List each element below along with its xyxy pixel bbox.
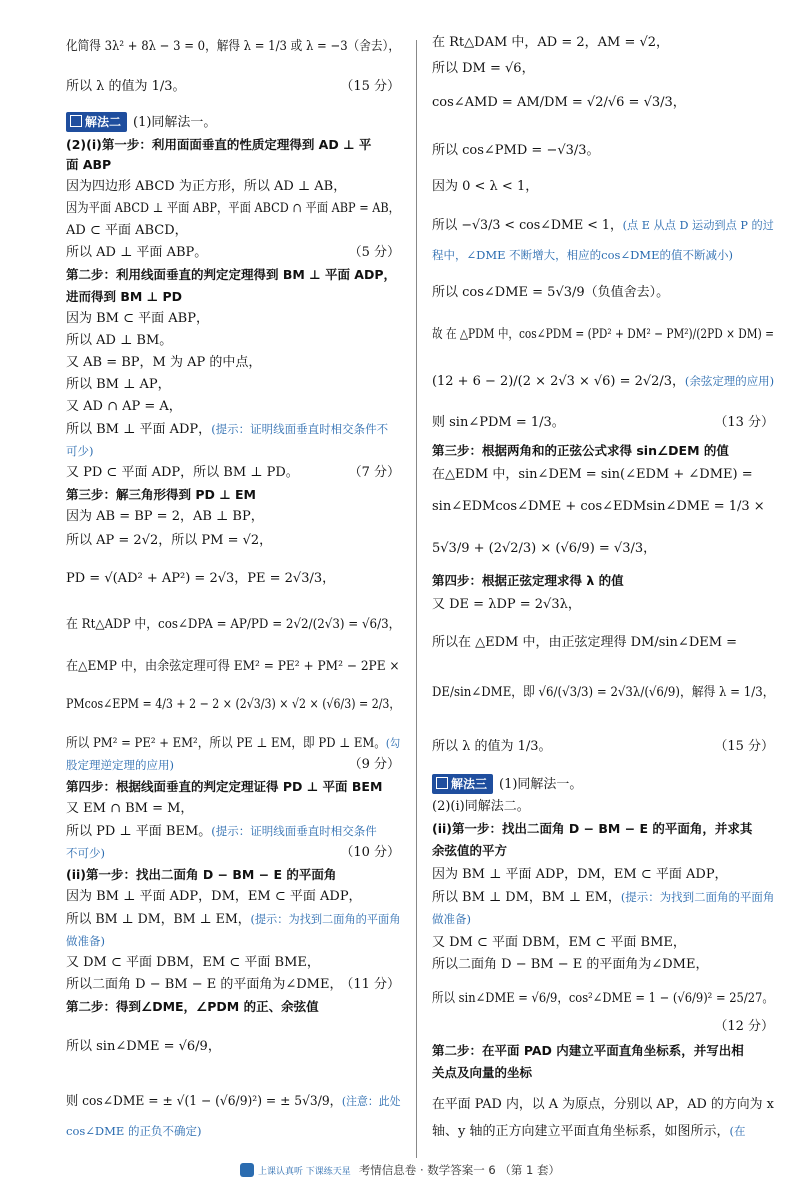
text-line	[432, 934, 774, 952]
text-line	[432, 684, 774, 702]
solution-badge: 解法二	[66, 112, 127, 132]
hint-note: 程中，∠DME 不断增大，相应的cos∠DME的值不断减小)	[432, 248, 733, 262]
solution-text: 因为 0 < λ < 1，	[432, 179, 539, 194]
solution-text: 又 PD ⊂ 平面 ADP，所以 BM ⊥ PD。	[66, 465, 299, 480]
brand-logo-icon	[240, 1163, 254, 1177]
text-line	[66, 1038, 400, 1056]
text-line	[66, 112, 400, 132]
solution-text: 在 Rt△DAM 中，AD = 2，AM = √2，	[432, 35, 670, 50]
text-line	[432, 888, 774, 907]
text-line	[432, 866, 774, 884]
column-divider	[416, 40, 417, 1158]
step-heading: 第四步：根据线面垂直的判定定理证得 PD ⊥ 平面 BEM	[66, 779, 383, 794]
hint-note: cos∠DME 的正负不确定)	[66, 1124, 202, 1138]
solution-text: 所以 PM² = PE² + EM²，所以 PE ⊥ EM，即 PD ⊥ EM。	[66, 736, 386, 751]
solution-text: AD ⊂ 平面 ABCD，	[66, 223, 188, 238]
solution-text: 又 AD ∩ AP = A，	[66, 399, 182, 414]
solution-text: 化简得 3λ² + 8λ − 3 = 0，解得 λ = 1/3 或 λ = −3（舍去），	[66, 39, 400, 54]
text-line	[432, 990, 774, 1008]
solution-text: 所以 BM ⊥ DM，BM ⊥ EM，	[432, 890, 621, 905]
text-line	[432, 798, 774, 816]
solution-text: (2)(i)同解法二。	[432, 799, 530, 814]
text-line	[66, 910, 400, 929]
text-line	[66, 288, 400, 307]
text-line	[66, 976, 400, 994]
solution-badge: 解法三	[432, 774, 493, 794]
score-label: （15 分）	[714, 739, 774, 754]
score-label: （12 分）	[714, 1019, 774, 1034]
hint-note: (注意：此处	[341, 1094, 401, 1108]
solution-text: 因为 BM ⊂ 平面 ABP，	[66, 311, 209, 326]
hint-note: (提示：为找到二面角的平面角	[250, 912, 401, 926]
hint-note: 做准备)	[432, 912, 471, 926]
solution-text: 轴、y 轴的正方向建立平面直角坐标系，如图所示，	[432, 1124, 730, 1139]
solution-text: 所以 AD ⊥ BM。	[66, 333, 173, 348]
text-line	[66, 932, 400, 951]
text-line	[432, 94, 774, 112]
score-label: （5 分）	[348, 245, 400, 260]
text-line	[66, 778, 400, 797]
step-heading: 余弦值的平方	[432, 843, 508, 858]
text-line	[66, 800, 400, 818]
text-line	[66, 376, 400, 394]
solution-text: 所以 −√3/3 < cos∠DME < 1，	[432, 218, 623, 233]
solution-icon	[70, 115, 82, 127]
solution-text: 则 sin∠PDM = 1/3。	[432, 415, 565, 430]
text-line	[432, 540, 774, 558]
text-line	[66, 442, 400, 461]
text-line	[66, 616, 400, 634]
hint-note: 不可少)	[66, 846, 105, 860]
solution-text: 又 DM ⊂ 平面 DBM，EM ⊂ 平面 BME，	[66, 955, 320, 970]
text-line	[66, 734, 400, 753]
hint-note: (余弦定理的应用)	[684, 374, 775, 388]
text-line	[432, 1064, 774, 1083]
solution-text: 所以二面角 D − BM − E 的平面角为∠DME，	[66, 977, 343, 992]
solution-text: 所以 PD ⊥ 平面 BEM。	[66, 824, 212, 839]
solution-text: 故 在 △PDM 中，cos∠PDM = (PD² + DM² − PM²)/(2PD × DM) =	[432, 327, 774, 342]
text-line	[66, 658, 400, 676]
solution-text: (1)同解法一。	[499, 777, 583, 792]
step-heading: 第二步：在平面 PAD 内建立平面直角坐标系，并写出相	[432, 1043, 744, 1058]
text-line	[432, 442, 774, 461]
text-line	[432, 820, 774, 839]
solution-text: PD = √(AD² + AP²) = 2√3，PE = 2√3/3，	[66, 571, 336, 586]
solution-text: 因为平面 ABCD ⊥ 平面 ABP，平面 ABCD ∩ 平面 ABP = AB，	[66, 201, 400, 216]
text-line	[432, 1042, 774, 1061]
solution-icon	[436, 777, 448, 789]
text-line	[432, 572, 774, 591]
solution-text: 所以 BM ⊥ 平面 ADP，	[66, 422, 212, 437]
text-line	[432, 216, 774, 235]
solution-text: sin∠EDMcos∠DME + cos∠EDMsin∠DME = 1/3 ×	[432, 499, 765, 514]
step-heading: 第三步：解三角形得到 PD ⊥ EM	[66, 487, 256, 502]
text-line	[66, 266, 400, 285]
hint-note: (勾	[385, 736, 401, 750]
step-heading: (2)(i)第一步：利用面面垂直的性质定理得到 AD ⊥ 平	[66, 137, 372, 152]
hint-note: (提示：证明线面垂直时相交条件	[211, 824, 377, 838]
text-line	[432, 326, 774, 344]
solution-text: 所以二面角 D − BM − E 的平面角为∠DME，	[432, 957, 709, 972]
text-line	[66, 508, 400, 526]
text-line	[432, 178, 774, 196]
brand-logo-text: 上课认真听 下课练天星	[257, 1167, 351, 1177]
solution-text: 所以 AP = 2√2，所以 PM = √2，	[66, 533, 273, 548]
solution-text: 则 cos∠DME = ± √(1 − (√6/9)²) = ± 5√3/9，	[66, 1094, 342, 1109]
solution-text: 因为 BM ⊥ 平面 ADP，DM，EM ⊂ 平面 ADP，	[432, 867, 728, 882]
solution-text: PMcos∠EPM = 4/3 + 2 − 2 × (2√3/3) × √2 × (√6/3) = 2/3，	[66, 697, 401, 712]
text-line	[432, 466, 774, 484]
text-line	[66, 78, 400, 96]
score-label: （13 分）	[714, 415, 774, 430]
text-line	[432, 956, 774, 974]
text-line	[66, 398, 400, 416]
solution-text: 所以 BM ⊥ AP，	[66, 377, 171, 392]
hint-note: 可少)	[66, 444, 94, 458]
text-line	[66, 200, 400, 218]
text-line	[66, 844, 400, 863]
solution-text: 因为 BM ⊥ 平面 ADP，DM，EM ⊂ 平面 ADP，	[66, 889, 362, 904]
solution-text: 又 AB = BP，M 为 AP 的中点，	[66, 355, 262, 370]
step-heading: (ii)第一步：找出二面角 D − BM − E 的平面角	[66, 867, 337, 882]
hint-note: (提示：证明线面垂直时相交条件不	[211, 422, 389, 436]
solution-text: (1)同解法一。	[133, 115, 217, 130]
score-label: （15 分）	[340, 79, 400, 94]
solution-text: DE/sin∠DME，即 √6/(√3/3) = 2√3λ/(√6/9)，解得 λ = 1/3，	[432, 685, 775, 700]
text-line	[432, 774, 774, 794]
solution-text: 所以 sin∠DME = √6/9，	[66, 1039, 221, 1054]
solution-text: 在平面 PAD 内，以 A 为原点，分别以 AP，AD 的方向为 x	[432, 1097, 774, 1112]
solution-text: 因为四边形 ABCD 为正方形，所以 AD ⊥ AB，	[66, 179, 347, 194]
text-line	[66, 244, 400, 262]
footer-text: 考情信息卷 · 数学答案一 6 （第 1 套）	[358, 1163, 561, 1177]
step-heading: 关点及向量的坐标	[432, 1065, 533, 1080]
text-line	[66, 1092, 400, 1111]
step-heading: 第四步：根据正弦定理求得 λ 的值	[432, 573, 624, 588]
score-label: （7 分）	[348, 465, 400, 480]
text-line	[66, 756, 400, 775]
text-line	[432, 414, 774, 432]
hint-note: 股定理逆定理的应用)	[66, 758, 174, 772]
solution-text: 所以 λ 的值为 1/3。	[432, 739, 552, 754]
text-line	[66, 464, 400, 482]
text-line	[432, 498, 774, 516]
solution-text: 所以 λ 的值为 1/3。	[66, 79, 186, 94]
text-line	[432, 634, 774, 652]
text-line	[432, 142, 774, 160]
hint-note: (提示：为找到二面角的平面角	[620, 890, 775, 904]
solution-text: 在△EDM 中，sin∠DEM = sin(∠EDM + ∠DME) =	[432, 467, 753, 482]
text-line	[432, 596, 774, 614]
step-heading: 进而得到 BM ⊥ PD	[66, 289, 182, 304]
solution-text: 又 EM ∩ BM = M，	[66, 801, 194, 816]
text-line	[66, 136, 400, 155]
solution-text: 5√3/9 + (2√2/3) × (√6/9) = √3/3，	[432, 541, 657, 556]
solution-text: 在 Rt△ADP 中，cos∠DPA = AP/PD = 2√2/(2√3) = √6/3，	[66, 617, 401, 632]
solution-text: 所以 BM ⊥ DM，BM ⊥ EM，	[66, 912, 251, 927]
text-line	[66, 310, 400, 328]
text-line	[66, 570, 400, 588]
step-heading: 第三步：根据两角和的正弦公式求得 sin∠DEM 的值	[432, 443, 729, 458]
text-line	[66, 156, 400, 175]
text-line	[66, 866, 400, 885]
text-line	[66, 998, 400, 1017]
solution-text: 在△EMP 中，由余弦定理可得 EM² = PE² + PM² − 2PE ×	[66, 659, 400, 674]
text-line	[432, 842, 774, 861]
text-line	[66, 354, 400, 372]
score-label: （11 分）	[340, 977, 400, 992]
text-line	[432, 284, 774, 302]
text-line	[432, 1096, 774, 1114]
solution-text: (12 + 6 − 2)/(2 × 2√3 × √6) = 2√2/3，	[432, 374, 685, 389]
hint-note: 做准备)	[66, 934, 105, 948]
solution-text: 所以 sin∠DME = √6/9，cos²∠DME = 1 − (√6/9)² = 25/27。	[432, 991, 774, 1006]
score-label: （9 分）	[348, 757, 400, 772]
solution-text: 所以在 △EDM 中，由正弦定理得 DM/sin∠DEM =	[432, 635, 738, 650]
hint-note: (点 E 从点 D 运动到点 P 的过	[622, 218, 774, 232]
text-line	[66, 486, 400, 505]
page-footer	[0, 1162, 800, 1178]
text-line	[432, 372, 774, 391]
text-line	[66, 332, 400, 350]
text-line	[432, 60, 774, 78]
text-line	[432, 910, 774, 929]
text-line	[432, 34, 774, 52]
score-label: （10 分）	[340, 845, 400, 860]
solution-text: 所以 cos∠PMD = −√3/3。	[432, 143, 600, 158]
solution-text: 又 DM ⊂ 平面 DBM，EM ⊂ 平面 BME，	[432, 935, 686, 950]
solution-text: 所以 cos∠DME = 5√3/9（负值舍去）。	[432, 285, 670, 300]
step-heading: 第二步：得到∠DME，∠PDM 的正、余弦值	[66, 999, 319, 1014]
solution-text: 因为 AB = BP = 2，AB ⊥ BP，	[66, 509, 264, 524]
step-heading: 第二步：利用线面垂直的判定定理得到 BM ⊥ 平面 ADP，	[66, 267, 397, 282]
step-heading: (ii)第一步：找出二面角 D − BM − E 的平面角，并求其	[432, 821, 753, 836]
text-line	[66, 222, 400, 240]
text-line	[66, 954, 400, 972]
text-line	[66, 420, 400, 439]
text-line	[432, 1122, 774, 1141]
text-line	[66, 822, 400, 841]
text-line	[66, 1122, 400, 1141]
text-line	[66, 532, 400, 550]
text-line	[66, 38, 400, 56]
text-line	[432, 246, 774, 265]
hint-note: (在	[729, 1124, 746, 1138]
solution-text: 所以 DM = √6，	[432, 61, 535, 76]
step-heading: 面 ABP	[66, 157, 112, 172]
solution-text: 所以 AD ⊥ 平面 ABP。	[66, 245, 208, 260]
text-line	[432, 738, 774, 756]
text-line	[66, 888, 400, 906]
solution-text: 又 DE = λDP = 2√3λ，	[432, 597, 581, 612]
text-line	[66, 696, 400, 714]
solution-text: cos∠AMD = AM/DM = √2/√6 = √3/3，	[432, 95, 686, 110]
text-line	[66, 178, 400, 196]
